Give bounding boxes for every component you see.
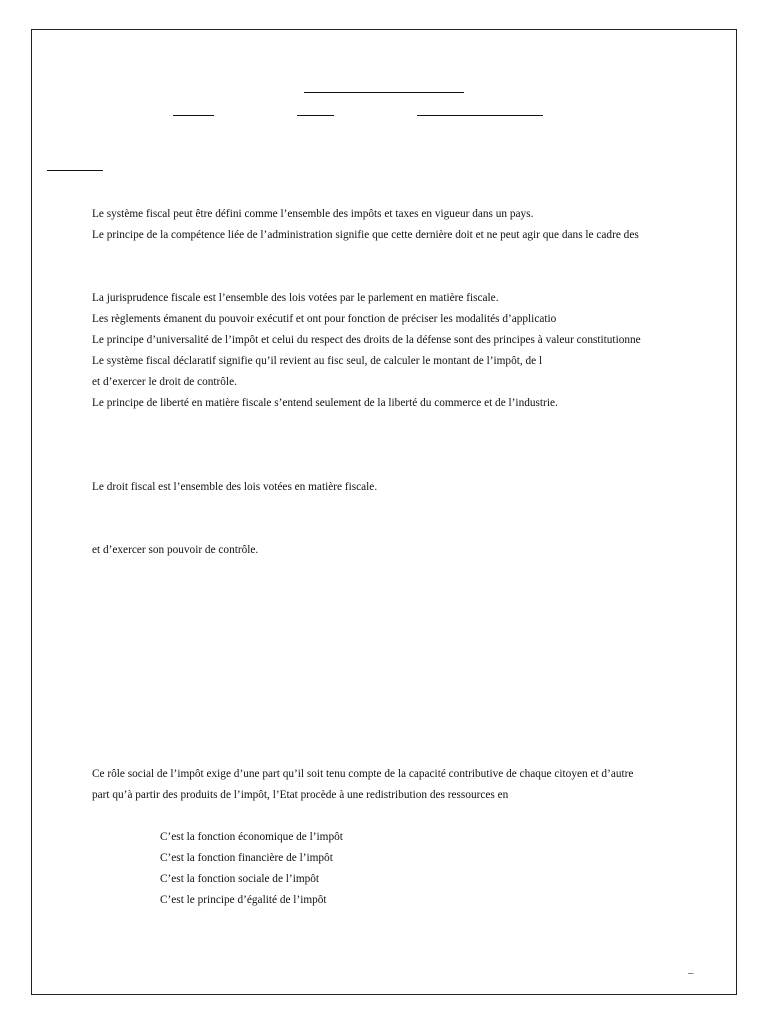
statement-line: Le principe d’universalité de l’impôt et celui du respect des droits de la défense sont des principes à valeur constitutionne bbox=[92, 334, 641, 346]
title-rule bbox=[304, 92, 464, 93]
statement-line: Le droit fiscal est l’ensemble des lois votées en matière fiscale. bbox=[92, 481, 378, 493]
statement-line: et d’exercer son pouvoir de contrôle. bbox=[92, 544, 259, 556]
page-border bbox=[31, 29, 737, 995]
statement-line: La jurisprudence fiscale est l’ensemble des lois votées par le parlement en matière fiscale. bbox=[92, 292, 499, 304]
statement-line: Le principe de la compétence liée de l’administration signifie que cette dernière doit et ne peut agir que dans le cadre des bbox=[92, 229, 639, 241]
subtitle-rule-1 bbox=[173, 115, 214, 116]
section-heading-rule bbox=[47, 170, 103, 171]
question-line: Ce rôle social de l’impôt exige d’une part qu’il soit tenu compte de la capacité contributive de chaque citoyen et d’autre bbox=[92, 768, 634, 780]
question-line: part qu’à partir des produits de l’impôt, l’Etat procède à une redistribution des ressources en bbox=[92, 789, 509, 801]
answer-option: C’est la fonction sociale de l’impôt bbox=[160, 873, 320, 885]
statement-line: Les règlements émanent du pouvoir exécutif et ont pour fonction de préciser les modalités d’applicatio bbox=[92, 313, 557, 325]
statement-line: Le système fiscal déclaratif signifie qu’il revient au fisc seul, de calculer le montant de l’impôt, de l bbox=[92, 355, 543, 367]
statement-line: Le système fiscal peut être défini comme l’ensemble des impôts et taxes en vigueur dans un pays. bbox=[92, 208, 534, 220]
subtitle-rule-3 bbox=[417, 115, 543, 116]
answer-option: C’est la fonction financière de l’impôt bbox=[160, 852, 333, 864]
statement-line: Le principe de liberté en matière fiscale s’entend seulement de la liberté du commerce et de l’industrie. bbox=[92, 397, 558, 409]
answer-option: C’est le principe d’égalité de l’impôt bbox=[160, 894, 327, 906]
page-number-mark: – bbox=[688, 967, 694, 979]
statement-line: et d’exercer le droit de contrôle. bbox=[92, 376, 237, 388]
answer-option: C’est la fonction économique de l’impôt bbox=[160, 831, 343, 843]
subtitle-rule-2 bbox=[297, 115, 334, 116]
